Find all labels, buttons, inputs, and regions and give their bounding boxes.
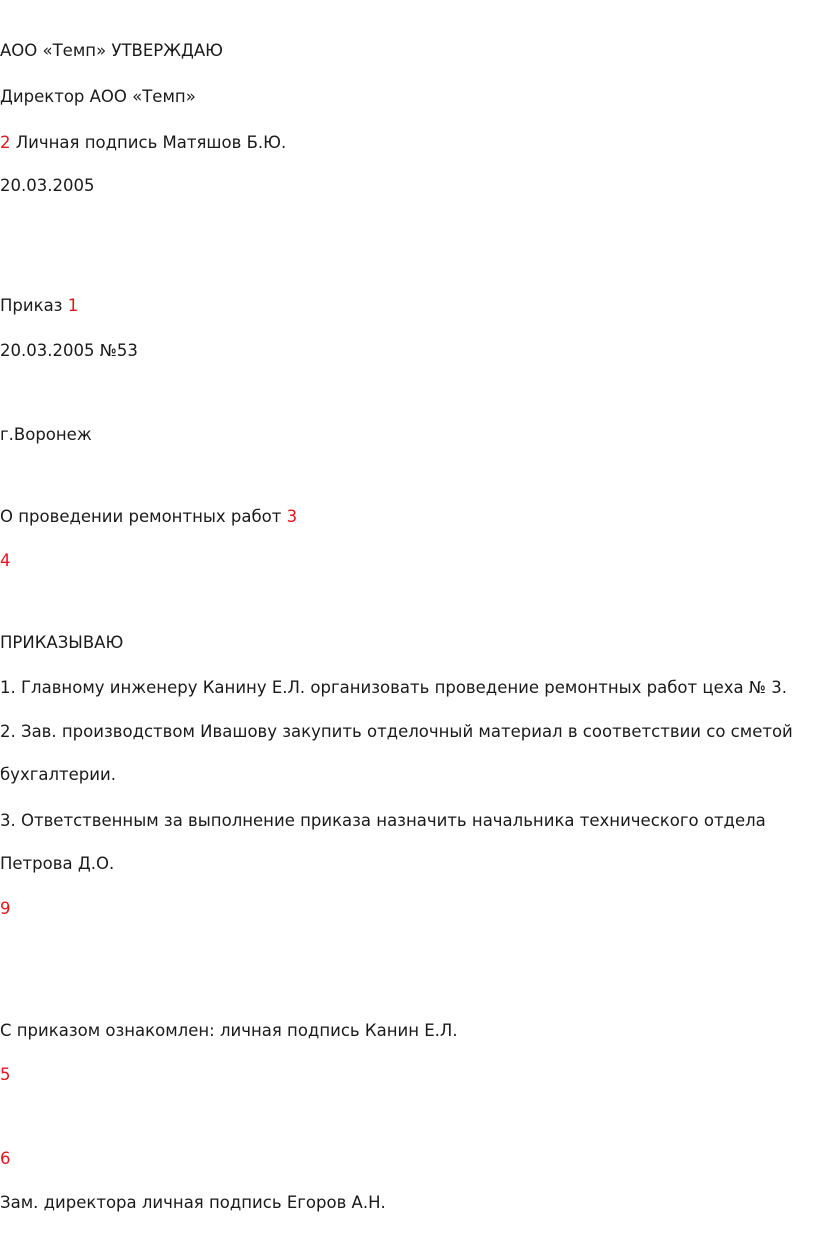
- marker-1: 1: [67, 296, 79, 315]
- order-item-1-text: 1. Главному инженеру Канину Е.Л. организовать проведение ремонтных работ цеха № 3.: [0, 678, 788, 697]
- order-subject-line: [0, 506, 297, 528]
- approval-date: 20.03.2005: [0, 176, 95, 195]
- order-item-3-text-2: Петрова Д.О.: [0, 854, 115, 873]
- acknowledgement-text: С приказом ознакомлен: личная подпись Канин Е.Л.: [0, 1021, 458, 1040]
- order-item-3-line-1: [0, 810, 766, 832]
- approval-org-line: [0, 40, 223, 62]
- order-date-number: 20.03.2005 №53: [0, 341, 138, 360]
- acknowledgement-line: [0, 1020, 458, 1042]
- approval-director-line: [0, 86, 196, 108]
- order-item-1: [0, 677, 787, 699]
- marker-3: 3: [286, 507, 298, 526]
- marker-5: 5: [0, 1065, 11, 1084]
- order-item-2-text-1: 2. Зав. производством Ивашову закупить отделочный материал в соответствии со сметой: [0, 722, 793, 741]
- marker-2: 2: [0, 133, 11, 152]
- order-title-line: [0, 295, 78, 317]
- approval-signature-text: Личная подпись Матяшов Б.Ю.: [15, 133, 287, 152]
- order-city-line: [0, 424, 92, 446]
- order-item-2-line-2: [0, 764, 116, 786]
- marker-6-line: [0, 1148, 11, 1170]
- approval-date-line: [0, 175, 94, 197]
- approval-org-text: АОО «Темп» УТВЕРЖДАЮ: [0, 41, 223, 60]
- marker-4: 4: [0, 551, 11, 570]
- marker-6: 6: [0, 1149, 11, 1168]
- marker-5-line: [0, 1064, 11, 1086]
- order-word-line: [0, 632, 123, 654]
- approval-director-text: Директор АОО «Темп»: [0, 87, 196, 106]
- order-title: Приказ: [0, 296, 63, 315]
- marker-9-line: [0, 898, 11, 920]
- approval-signature-line: [0, 132, 286, 154]
- deputy-text: Зам. директора личная подпись Егоров А.Н.: [0, 1193, 386, 1212]
- order-item-3-line-2: [0, 853, 114, 875]
- order-city: г.Воронеж: [0, 425, 92, 444]
- order-date-number-line: [0, 340, 138, 362]
- order-subject: О проведении ремонтных работ: [0, 507, 282, 526]
- deputy-line: [0, 1192, 386, 1214]
- order-item-3-text-1: 3. Ответственным за выполнение приказа назначить начальника технического отдела: [0, 811, 766, 830]
- marker-4-line: [0, 550, 11, 572]
- marker-9: 9: [0, 899, 11, 918]
- order-item-2-line-1: [0, 721, 793, 743]
- order-word: ПРИКАЗЫВАЮ: [0, 633, 124, 652]
- order-item-2-text-2: бухгалтерии.: [0, 765, 116, 784]
